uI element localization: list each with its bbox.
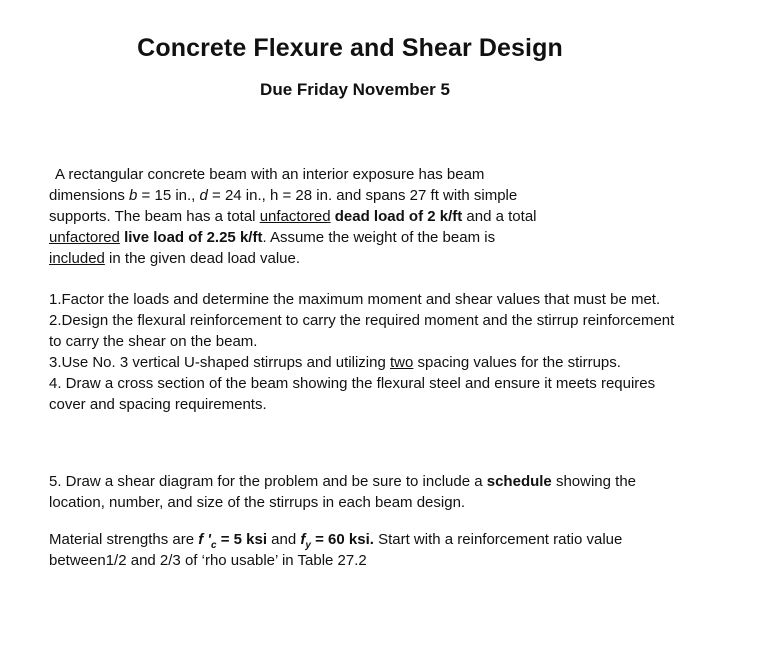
text-run: supports. The beam has a total [49,208,260,225]
text-run: and a total [462,208,537,225]
underlined-included: included [49,250,105,267]
schedule-bold: schedule [486,473,552,490]
intro-line: A rectangular concrete beam with an interior exposure has beam [55,166,485,183]
text-run: Start with a reinforcement ratio value between1/2 and 2/3 of ‘rho usable’ in Table 27.2 [49,531,623,569]
task-5 [49,471,689,513]
underlined-two: two [390,354,414,371]
intro-line [49,185,689,206]
intro-line [49,227,689,248]
text-run: spacing values for the stirrups. [413,354,621,371]
document-title: Concrete Flexure and Shear Design [137,34,563,62]
text-run: = 24 in., h = 28 in. and spans 27 ft with simple [207,187,518,204]
variable-b: b [129,187,138,204]
fc-subscript: c [210,540,217,551]
fy-value: = 60 ksi. [310,531,374,548]
problem-statement [49,164,689,269]
text-run: . Assume the weight of the beam is [262,229,496,246]
underlined-unfactored: unfactored [49,229,120,246]
task-3 [49,352,689,373]
task-list [49,289,689,415]
text-run: dimensions [49,187,130,204]
text-run: = 15 in., [137,187,200,204]
task-4: 4. Draw a cross section of the beam showing the flexural steel and ensure it meets requires cover and spacing requirements. [49,375,656,413]
task-1: 1.Factor the loads and determine the maximum moment and shear values that must be met. [49,291,661,308]
dead-load: dead load of 2 k/ft [334,208,463,225]
task-2: 2.Design the flexural reinforcement to carry the required moment and the stirrup reinforcement to carry the shear on the beam. [49,312,675,350]
fy-symbol: f [300,531,306,548]
fy-subscript: y [305,540,311,551]
underlined-unfactored: unfactored [259,208,331,225]
text-run: in the given dead load value. [104,250,301,267]
variable-d: d [199,187,208,204]
material-strengths [49,529,689,571]
fc-value: = 5 ksi [216,531,267,548]
text-run: showing the location, number, and size of the stirrups in each beam design. [49,473,637,511]
intro-line [49,206,689,227]
text-run: 3.Use No. 3 vertical U-shaped stirrups and utilizing [49,354,390,371]
due-date: Due Friday November 5 [260,80,450,99]
live-load: live load of 2.25 k/ft [124,229,263,246]
fc-symbol: f ' [198,531,211,548]
text-run: 5. Draw a shear diagram for the problem and be sure to include a [49,473,487,490]
text-run: and [267,531,301,548]
text-run: Material strengths are [49,531,199,548]
intro-line [49,248,689,269]
